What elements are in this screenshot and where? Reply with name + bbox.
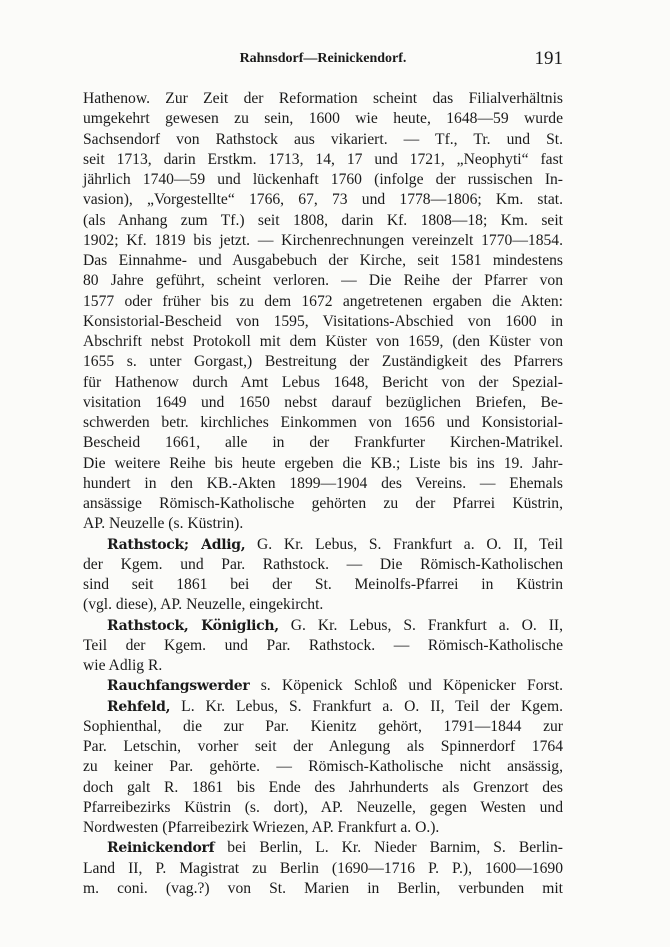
line-text: Land II, P. Magistrat zu Berlin (1690—1716 P. P.), 1600—1690 (83, 859, 563, 877)
line-text: 1902; Kf. 1819 bis jetzt. — Kirchenrechnungen vereinzelt 1770—1854. (83, 231, 563, 249)
text-line (83, 636, 563, 656)
text-line (83, 717, 563, 737)
line-text: 80 Jahre geführt, scheint verloren. — Die Reihe der Pfarrer von (83, 272, 563, 290)
page-body-text (83, 89, 563, 899)
line-text: G. Kr. Lebus, S. Frankfurt a. O. II, (278, 616, 563, 634)
line-text: sind seit 1861 bei der St. Meinolfs-Pfarrei in Küstrin (83, 576, 563, 593)
line-text: für Hathenow durch Amt Lebus 1648, Bericht von der Spezial- (83, 373, 563, 391)
line-text: L. Kr. Lebus, S. Frankfurt a. O. II, Teil der Kgem. (170, 697, 563, 715)
text-line (83, 859, 563, 879)
line-text: 1577 oder früher bis zu dem 1672 angetretenen ergaben die Akten: (83, 292, 563, 310)
page-number: 191 (534, 48, 563, 69)
line-text: umgekehrt gewesen zu sein, 1600 wie heute, 1648—59 wurde (83, 110, 563, 128)
entry-headword: Rathstock; Adlig, (107, 536, 246, 553)
text-line (83, 778, 563, 798)
entry-headword: Reinickendorf (107, 840, 215, 857)
text-line (83, 292, 563, 312)
line-text: m. coni. (vag.?) von St. Marien in Berlin, verbunden mit (83, 879, 563, 897)
line-text: ansässige Römisch-Katholische gehörten zu der Pfarrei Küstrin, (83, 495, 563, 512)
line-text: bei Berlin, L. Kr. Nieder Barnim, S. Berlin- (214, 839, 563, 857)
line-text: Sachsendorf von Rathstock aus vikariert. — Tf., Tr. und St. (83, 130, 563, 148)
text-line (83, 413, 563, 433)
text-line (83, 454, 563, 474)
running-header (83, 48, 563, 72)
line-text: Die weitere Reihe bis heute ergeben die KB.; Liste bis ins 19. Jahr- (83, 454, 563, 472)
text-line (83, 879, 563, 899)
line-text: AP. Neuzelle (s. Küstrin). (83, 515, 244, 533)
text-line (83, 231, 563, 251)
text-line (83, 170, 563, 190)
text-line (83, 373, 563, 393)
line-text: wie Adlig R. (83, 657, 163, 674)
text-line (83, 150, 563, 170)
line-text: Teil der Kgem. und Par. Rathstock. — Römisch-Katholische (83, 636, 563, 654)
entry-first-line (83, 697, 563, 717)
entry-headword: Rauchfangswerder (107, 678, 250, 695)
line-text: vasion), „Vorgestellte“ 1766, 67, 73 und 1778—1806; Km. stat. (83, 191, 563, 209)
text-line (83, 798, 563, 818)
line-text: Abschrift nebst Protokoll mit dem Küster von 1659, (den Küster von (83, 333, 563, 350)
line-text: Konsistorial-Bescheid von 1595, Visitations-Abschied von 1600 in (83, 312, 563, 330)
line-text: (vgl. diese), AP. Neuzelle, eingekircht. (83, 596, 324, 614)
text-line (83, 818, 563, 838)
text-line (83, 575, 563, 595)
line-text: zu keiner Par. gehörte. — Römisch-Katholische nicht ansässig, (83, 758, 563, 776)
text-line (83, 352, 563, 372)
text-line (83, 656, 563, 676)
entry-headword: Rathstock, Königlich, (107, 617, 279, 634)
text-line (83, 332, 563, 352)
text-line (83, 433, 563, 453)
text-line (83, 109, 563, 129)
entry-first-line (83, 535, 563, 555)
line-text: Nordwesten (Pfarreibezirk Wriezen, AP. Frankfurt a. O.). (83, 819, 440, 836)
text-line (83, 130, 563, 150)
line-text: jährlich 1740—59 und lückenhaft 1760 (infolge der russischen In- (83, 171, 563, 188)
line-text: visitation 1649 und 1650 nebst darauf bezüglichen Briefen, Be- (83, 393, 563, 411)
entry-first-line (83, 838, 563, 858)
text-line (83, 211, 563, 231)
running-title: Rahnsdorf—Reinickendorf. (239, 51, 407, 66)
line-text: doch galt R. 1861 bis Ende des Jahrhunderts als Grenzort des (83, 778, 563, 796)
text-line (83, 393, 563, 413)
entry-headword: Rehfeld, (107, 698, 171, 715)
text-line (83, 514, 563, 534)
line-text: G. Kr. Lebus, S. Frankfurt a. O. II, Teil (245, 535, 563, 553)
line-text: hundert in den KB.-Akten 1899—1904 des Vereins. — Ehemals (83, 474, 563, 492)
text-line (83, 555, 563, 575)
line-text: s. Köpenick Schloß und Köpenicker Forst. (249, 677, 563, 695)
line-text: der Kgem. und Par. Rathstock. — Die Römisch-Katholischen (83, 555, 563, 573)
line-text: 1655 s. unter Gorgast,) Bestreitung der Zuständigkeit des Pfarrers (83, 353, 563, 371)
text-line (83, 251, 563, 271)
text-line (83, 757, 563, 777)
text-line (83, 190, 563, 210)
text-line (83, 89, 563, 109)
line-text: Hathenow. Zur Zeit der Reformation scheint das Filialverhältnis (83, 90, 563, 107)
line-text: Sophienthal, die zur Par. Kienitz gehört, 1791—1844 zur (83, 717, 563, 735)
text-line (83, 595, 563, 615)
line-text: schwerden betr. kirchliches Einkommen von 1656 und Konsistorial- (83, 414, 563, 431)
line-text: Das Einnahme- und Ausgabebuch der Kirche, seit 1581 mindestens (83, 252, 563, 269)
entry-first-line (83, 676, 563, 696)
line-text: Pfarreibezirks Küstrin (s. dort), AP. Neuzelle, gegen Westen und (83, 798, 563, 816)
text-line (83, 737, 563, 757)
text-line (83, 474, 563, 494)
text-line (83, 312, 563, 332)
entry-first-line (83, 616, 563, 636)
text-line (83, 271, 563, 291)
line-text: Bescheid 1661, alle in der Frankfurter Kirchen-Matrikel. (83, 434, 563, 452)
text-line (83, 494, 563, 514)
line-text: (als Anhang zum Tf.) seit 1808, darin Kf. 1808—18; Km. seit (83, 211, 563, 229)
line-text: seit 1713, darin Erstkm. 1713, 14, 17 und 1721, „Neophyti“ fast (83, 150, 563, 168)
line-text: Par. Letschin, vorher seit der Anlegung als Spinnerdorf 1764 (83, 738, 563, 755)
